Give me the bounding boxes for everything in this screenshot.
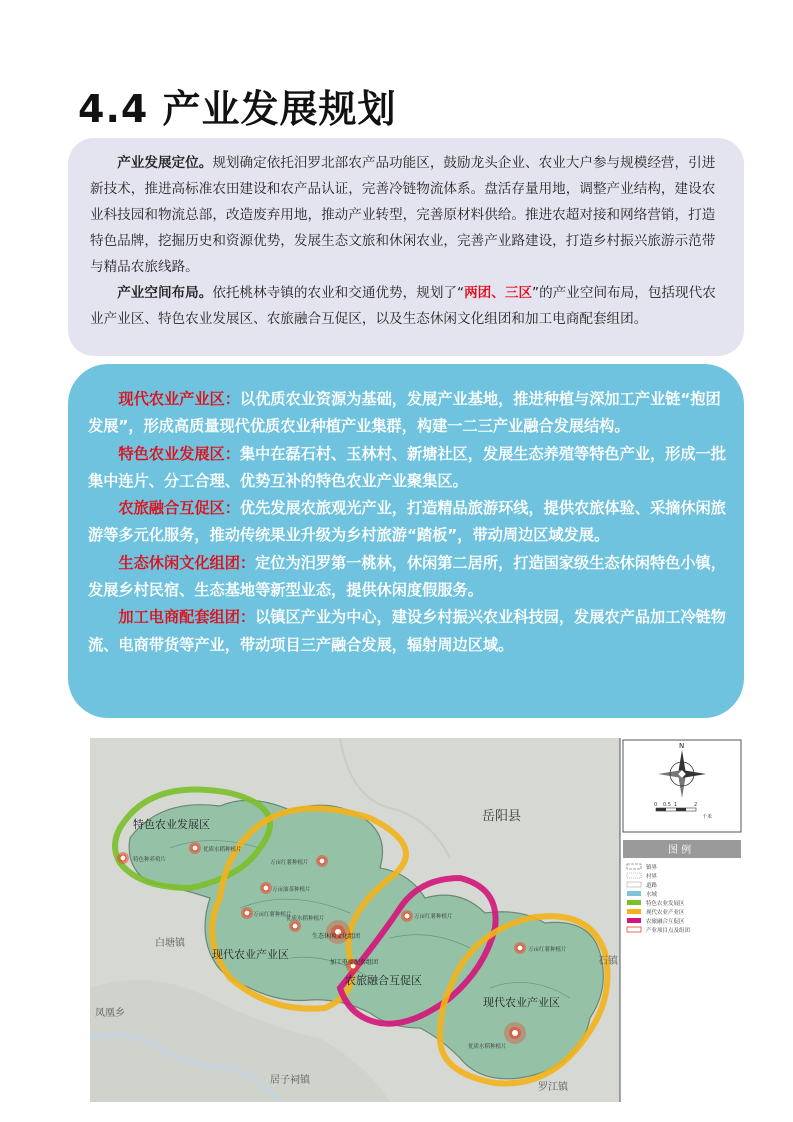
layout-lead: 产业空间布局。 [117,285,213,301]
project-point-marker [241,907,253,919]
scale-unit: 千米 [702,814,713,820]
scale-bar [656,808,696,811]
point-label: 万亩红薯种植片 [270,860,309,866]
point-label: 特色种养殖片 [133,857,167,863]
legend-swatch [627,909,641,914]
zone-name: 特色农业发展区： [118,444,240,463]
place-label: 居子祠镇 [270,1075,310,1086]
zone-desc: 优先发展农旅观光产业，打造精品旅游环线，提供农旅体验、采摘休闲旅游等多元化服务，推动传统果业升级为乡村旅游“踏板”，带动周边区域发展。 [88,499,726,545]
zone-name: 农旅融合互促区： [118,499,240,518]
positioning-lead: 产业发展定位。 [117,155,213,171]
project-point-marker-large [326,920,350,944]
point-label: 万亩红薯种植片 [528,947,567,953]
compass-north-label: N [679,742,685,750]
project-point-marker [189,842,201,854]
legend-label: 现代农业产业区 [646,910,685,916]
industry-layout-map [90,738,744,1102]
place-label: 岳阳县 [482,809,522,824]
zone-desc: 集中在磊石村、玉林村、新塘社区，发展生态养殖等特色产业，形成一批集中连片、分工合理、优势互补的特色农业产业聚集区。 [88,444,726,490]
legend-swatch [627,882,641,887]
layout-text-1: 依托桃林寺镇的农业和交通优势，规划了“ [212,285,465,301]
scale-tick: 0.5 [663,802,671,808]
legend-label: 村界 [646,874,658,880]
legend-label: 产业项目点及组团 [646,928,691,934]
project-point-marker [117,852,129,864]
point-label: 加工电商配套组团 [330,959,379,966]
zone-label: 现代农业产业区 [212,948,289,961]
place-label: 凤凰乡 [95,1008,125,1019]
legend-label: 水域 [646,892,658,898]
project-point-marker [316,855,328,867]
legend-swatch [627,900,641,905]
point-label: 优质水稻种植片 [203,847,242,853]
legend-label: 农旅融合互促区 [646,919,685,925]
zone-label: 现代农业产业区 [483,996,560,1009]
point-label: 优质水稻种植片 [468,1044,507,1050]
zone-desc: 定位为汨罗第一桃林，休闲第二居所，打造国家级生态休闲特色小镇，发展乡村民宿、生态基地等新型业态，提供休闲度假服务。 [88,553,726,600]
zone-paragraph [88,495,728,550]
zone-name: 现代农业产业区： [118,390,240,408]
legend-label: 镇界 [646,865,658,871]
zone-desc: 以优质农业资源为基础，发展产业基地，推进种植与深加工产业链“抱团发展”，形成高质量现代优质农业种植产业集群，构建一二三产业融合发展结构。 [88,390,721,436]
layout-paragraph [90,280,722,332]
legend-swatch [627,891,641,896]
legend-label: 道路 [646,883,658,889]
legend-label: 特色农业发展区 [646,901,685,907]
zone-label: 农旅融合互促区 [345,974,422,987]
zone-paragraph [88,441,728,496]
legend-title: 图 例 [668,845,692,856]
zone-paragraph [88,550,728,605]
scale-tick: 1 [674,802,678,808]
zone-paragraph [88,604,728,659]
layout-highlight: 两团、三区 [464,285,533,301]
place-label: 石镇 [598,956,618,967]
point-label: 优质水稻种植片 [286,916,325,922]
place-label: 罗江镇 [538,1082,568,1093]
project-point-marker [260,882,272,894]
point-label: 生态休闲文化组团 [312,933,361,940]
scale-tick: 0 [654,802,658,808]
scale-tick: 2 [694,802,698,808]
positioning-paragraph [90,150,722,280]
zone-name: 生态休闲文化组团： [118,553,256,572]
zone-name: 加工电商配套组团： [118,608,256,627]
zone-desc: 以镇区产业为中心，建设乡村振兴农业科技园，发展农产品加工冷链物流、电商带货等产业，带动项目三产融合发展，辐射周边区域。 [88,608,726,654]
point-label: 万亩油茶种植片 [272,887,311,893]
legend-swatch [627,927,641,932]
project-point-marker [401,910,413,922]
zone-label: 特色农业发展区 [133,818,210,831]
point-label: 万亩红薯种植片 [414,914,453,920]
project-point-marker-large [504,1022,526,1044]
zone-paragraph [88,386,728,441]
project-point-marker [514,942,526,954]
positioning-text: 规划确定依托汨罗北部农产品功能区，鼓励龙头企业、农业大户参与规模经营，引进新技术，推进高标准农田建设和农产品认证，完善冷链物流体系。盘活存量用地，调整产业结构，建设农业科技园和物流总部，改造废弃用地，推动产业转型，完善原材料供给。推进农超对接和网络营销，打造特色品牌，挖掘历史和资源优势，发展生态文旅和休闲农业，完善产业路建设，打造乡村振兴旅游示范带与精品农旅线路。 [90,155,716,275]
layout-text-2: ”的产业空间布局，包括现代农业产业区、特色农业发展区、农旅融合互促区，以及生态休闲文化组团和加工电商配套组团。 [90,285,716,327]
point-label: 万亩红薯种植片 [253,912,292,918]
legend-swatch [627,918,641,923]
place-label: 白塘镇 [155,938,185,949]
zones-box [68,364,744,718]
page-title: 4.4 产业发展规划 [78,87,397,131]
planning-summary-box [68,138,744,356]
